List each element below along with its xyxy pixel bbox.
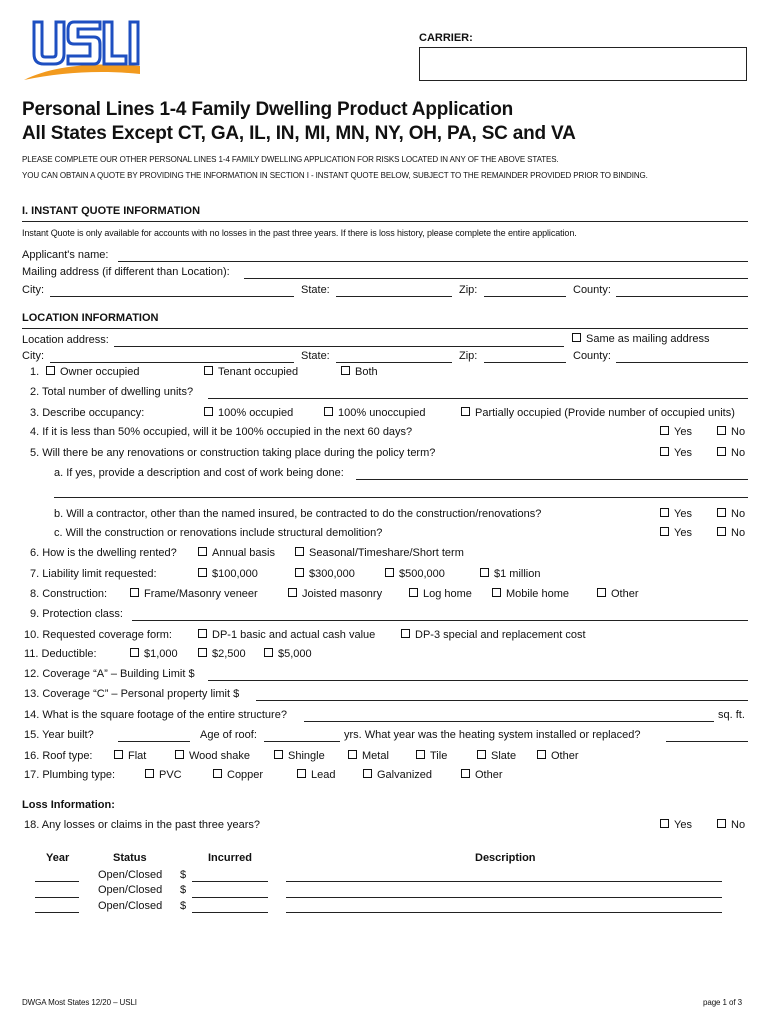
q5-no[interactable]: No <box>717 447 745 459</box>
q5b-label: b. Will a contractor, other than the named insured, be contracted to do the construction/renovations? <box>54 508 542 520</box>
checkbox-icon[interactable] <box>717 447 726 456</box>
city-label: City: <box>22 284 44 296</box>
loss-col-status: Status <box>113 852 147 864</box>
mailing-label: Mailing address (if different than Location): <box>22 266 230 278</box>
footer-left: DWGA Most States 12/20 – USLI <box>22 998 137 1007</box>
q1-number: 1. <box>30 366 40 378</box>
county-field[interactable] <box>616 296 748 297</box>
loss-description-field[interactable] <box>286 897 722 898</box>
q2-field[interactable] <box>208 398 748 399</box>
q7-100k[interactable]: $100,000 <box>198 568 258 580</box>
q15-year-field[interactable] <box>118 741 190 742</box>
loc-city-field[interactable] <box>50 362 294 363</box>
title-line1: Personal Lines 1-4 Family Dwelling Product Application <box>22 99 514 120</box>
title-line2: All States Except CT, GA, IL, IN, MI, MN, NY, OH, PA, SC and VA <box>22 123 576 144</box>
checkbox-icon[interactable] <box>213 769 222 778</box>
checkbox-icon[interactable] <box>717 426 726 435</box>
q16-shingle[interactable]: Shingle <box>274 750 325 762</box>
checkbox-icon[interactable] <box>717 508 726 517</box>
checkbox-icon[interactable] <box>572 333 581 342</box>
q18-yes[interactable]: Yes <box>660 819 692 831</box>
checkbox-icon[interactable] <box>204 407 213 416</box>
usli-logo-text: USLI <box>22 5 58 22</box>
q1-owner[interactable]: Owner occupied <box>46 366 140 378</box>
loss-description-field[interactable] <box>286 912 722 913</box>
q13-label: 13. Coverage “C” – Personal property limit $ <box>24 688 240 700</box>
checkbox-icon[interactable] <box>492 588 501 597</box>
q11-1000[interactable]: $1,000 <box>130 648 178 660</box>
checkbox-icon[interactable] <box>385 568 394 577</box>
checkbox-icon[interactable] <box>288 588 297 597</box>
q8-label: 8. Construction: <box>30 588 108 600</box>
county-label: County: <box>573 284 611 296</box>
location-address-label: Location address: <box>22 334 109 346</box>
checkbox-icon[interactable] <box>660 527 669 536</box>
q5a-label: a. If yes, provide a description and cost of work being done: <box>54 467 344 479</box>
checkbox-icon[interactable] <box>295 547 304 556</box>
checkbox-icon[interactable] <box>660 508 669 517</box>
loss-incurred-field[interactable] <box>192 897 268 898</box>
checkbox-icon[interactable] <box>416 750 425 759</box>
checkbox-icon[interactable] <box>175 750 184 759</box>
checkbox-icon[interactable] <box>198 568 207 577</box>
checkbox-icon[interactable] <box>409 588 418 597</box>
zip-field[interactable] <box>484 296 566 297</box>
checkbox-icon[interactable] <box>198 629 207 638</box>
q5a-field-1[interactable] <box>356 479 748 480</box>
q1-tenant[interactable]: Tenant occupied <box>204 366 298 378</box>
q4-label: 4. If it is less than 50% occupied, will it be 100% occupied in the next 60 days? <box>30 426 413 438</box>
q16-other[interactable]: Other <box>537 750 579 762</box>
q17-galvanized[interactable]: Galvanized <box>363 769 432 781</box>
checkbox-icon[interactable] <box>480 568 489 577</box>
q18-no[interactable]: No <box>717 819 745 831</box>
q8-joisted[interactable]: Joisted masonry <box>288 588 382 600</box>
loss-dollar: $ <box>180 884 187 896</box>
q10-dp3[interactable]: DP-3 special and replacement cost <box>401 629 586 641</box>
q5c-no[interactable]: No <box>717 527 745 539</box>
checkbox-icon[interactable] <box>130 648 139 657</box>
q12-label: 12. Coverage “A” – Building Limit $ <box>24 668 195 680</box>
q17-copper[interactable]: Copper <box>213 769 263 781</box>
q6-label: 6. How is the dwelling rented? <box>30 547 177 559</box>
q14-unit: sq. ft. <box>718 709 745 721</box>
section1-heading: I. INSTANT QUOTE INFORMATION <box>22 205 201 217</box>
q16-metal[interactable]: Metal <box>348 750 389 762</box>
q17-lead[interactable]: Lead <box>297 769 335 781</box>
checkbox-icon[interactable] <box>660 819 669 828</box>
q1-both[interactable]: Both <box>341 366 378 378</box>
q8-mobile[interactable]: Mobile home <box>492 588 569 600</box>
checkbox-icon[interactable] <box>401 629 410 638</box>
q5a-field-2[interactable] <box>54 497 748 498</box>
q10-label: 10. Requested coverage form: <box>24 629 172 641</box>
q16-tile[interactable]: Tile <box>416 750 447 762</box>
q7-1m[interactable]: $1 million <box>480 568 540 580</box>
q14-label: 14. What is the square footage of the entire structure? <box>24 709 287 721</box>
q3-partial[interactable]: Partially occupied (Provide number of occupied units) <box>461 407 735 419</box>
loss-col-incurred: Incurred <box>208 852 253 864</box>
checkbox-icon[interactable] <box>341 366 350 375</box>
q12-field[interactable] <box>208 680 748 681</box>
loc-city-label: City: <box>22 350 44 362</box>
checkbox-icon[interactable] <box>274 750 283 759</box>
checkbox-icon[interactable] <box>204 366 213 375</box>
checkbox-icon[interactable] <box>264 648 273 657</box>
checkbox-icon[interactable] <box>46 366 55 375</box>
loss-description-field[interactable] <box>286 881 722 882</box>
q11-5000[interactable]: $5,000 <box>264 648 312 660</box>
q6-seasonal[interactable]: Seasonal/Timeshare/Short term <box>295 547 464 559</box>
loss-dollar: $ <box>180 900 187 912</box>
q15-label: 15. Year built? <box>24 729 94 741</box>
checkbox-icon[interactable] <box>660 426 669 435</box>
loss-col-description: Description <box>475 852 536 864</box>
q3-unoccupied[interactable]: 100% unoccupied <box>324 407 425 419</box>
carrier-field[interactable] <box>419 47 747 81</box>
checkbox-icon[interactable] <box>297 769 306 778</box>
q14-field[interactable] <box>304 721 714 722</box>
q5b-no[interactable]: No <box>717 508 745 520</box>
checkbox-icon[interactable] <box>461 407 470 416</box>
q17-other[interactable]: Other <box>461 769 503 781</box>
q7-label: 7. Liability limit requested: <box>30 568 157 580</box>
loss-year-field[interactable] <box>35 881 79 882</box>
checkbox-icon[interactable] <box>114 750 123 759</box>
checkbox-icon[interactable] <box>130 588 139 597</box>
loss-dollar: $ <box>180 869 187 881</box>
checkbox-icon[interactable] <box>198 547 207 556</box>
applicant-label: Applicant's name: <box>22 249 109 261</box>
q10-dp1[interactable]: DP-1 basic and actual cash value <box>198 629 375 641</box>
loss-status: Open/Closed <box>98 900 163 912</box>
q8-other[interactable]: Other <box>597 588 639 600</box>
q17-label: 17. Plumbing type: <box>24 769 116 781</box>
q8-log[interactable]: Log home <box>409 588 472 600</box>
q9-field[interactable] <box>132 620 748 621</box>
q16-flat[interactable]: Flat <box>114 750 146 762</box>
checkbox-icon[interactable] <box>348 750 357 759</box>
location-address-field[interactable] <box>114 346 564 347</box>
checkbox-icon[interactable] <box>660 447 669 456</box>
checkbox-icon[interactable] <box>198 648 207 657</box>
loss-heading: Loss Information: <box>22 799 115 811</box>
loss-status: Open/Closed <box>98 869 163 881</box>
q11-2500[interactable]: $2,500 <box>198 648 246 660</box>
location-heading: LOCATION INFORMATION <box>22 312 159 324</box>
q11-label: 11. Deductible: <box>24 648 97 660</box>
q16-wood[interactable]: Wood shake <box>175 750 250 762</box>
zip-label: Zip: <box>459 284 478 296</box>
checkbox-icon[interactable] <box>295 568 304 577</box>
checkbox-icon[interactable] <box>477 750 486 759</box>
checkbox-icon[interactable] <box>363 769 372 778</box>
q17-pvc[interactable]: PVC <box>145 769 182 781</box>
loc-zip-label: Zip: <box>459 350 478 362</box>
loss-status: Open/Closed <box>98 884 163 896</box>
q16-slate[interactable]: Slate <box>477 750 516 762</box>
q16-label: 16. Roof type: <box>24 750 93 762</box>
q15-roof-field[interactable] <box>264 741 340 742</box>
q13-field[interactable] <box>256 700 748 701</box>
carrier-label: CARRIER: <box>419 32 473 44</box>
q6-annual[interactable]: Annual basis <box>198 547 275 559</box>
note-2: YOU CAN OBTAIN A QUOTE BY PROVIDING THE INFORMATION IN SECTION I - INSTANT QUOTE BELOW, SUBJECT TO THE REMAINDER PROVIDED PRIOR TO BINDING. <box>22 171 648 180</box>
checkbox-icon[interactable] <box>717 527 726 536</box>
checkbox-icon[interactable] <box>145 769 154 778</box>
usli-logo <box>22 5 142 82</box>
q5c-label: c. Will the construction or renovations include structural demolition? <box>54 527 383 539</box>
loss-year-field[interactable] <box>35 897 79 898</box>
loc-county-label: County: <box>573 350 611 362</box>
loc-zip-field[interactable] <box>484 362 566 363</box>
checkbox-icon[interactable] <box>717 819 726 828</box>
q15-roof-label: Age of roof: <box>200 729 257 741</box>
city-field[interactable] <box>50 296 294 297</box>
checkbox-icon[interactable] <box>324 407 333 416</box>
q5-label: 5. Will there be any renovations or construction taking place during the policy term? <box>30 447 436 459</box>
q4-no[interactable]: No <box>717 426 745 438</box>
q7-500k[interactable]: $500,000 <box>385 568 445 580</box>
loc-state-field[interactable] <box>336 362 452 363</box>
checkbox-icon[interactable] <box>461 769 470 778</box>
q18-label: 18. Any losses or claims in the past three years? <box>24 819 261 831</box>
loss-incurred-field[interactable] <box>192 881 268 882</box>
state-field[interactable] <box>336 296 452 297</box>
q3-occupied[interactable]: 100% occupied <box>204 407 293 419</box>
state-label: State: <box>301 284 330 296</box>
location-rule <box>22 328 748 329</box>
section1-intro: Instant Quote is only available for accounts with no losses in the past three years. If there is loss history, please complete the entire application. <box>22 228 577 238</box>
loc-county-field[interactable] <box>616 362 748 363</box>
loss-year-field[interactable] <box>35 912 79 913</box>
checkbox-icon[interactable] <box>597 588 606 597</box>
note-1: PLEASE COMPLETE OUR OTHER PERSONAL LINES 1-4 FAMILY DWELLING APPLICATION FOR RISKS LOCATED IN ANY OF THE ABOVE STATES. <box>22 155 559 164</box>
q8-frame[interactable]: Frame/Masonry veneer <box>130 588 258 600</box>
footer-right: page 1 of 3 <box>703 998 742 1007</box>
q4-yes[interactable]: Yes <box>660 426 692 438</box>
same-as-mailing[interactable]: Same as mailing address <box>572 333 710 345</box>
loss-incurred-field[interactable] <box>192 912 268 913</box>
q15-heating-label: yrs. What year was the heating system installed or replaced? <box>344 729 641 741</box>
q9-label: 9. Protection class: <box>30 608 123 620</box>
q3-label: 3. Describe occupancy: <box>30 407 145 419</box>
q2-label: 2. Total number of dwelling units? <box>30 386 194 398</box>
applicant-field[interactable] <box>118 261 748 262</box>
section1-rule <box>22 221 748 222</box>
loc-state-label: State: <box>301 350 330 362</box>
q15-heating-field[interactable] <box>666 741 748 742</box>
checkbox-icon[interactable] <box>537 750 546 759</box>
q5b-yes[interactable]: Yes <box>660 508 692 520</box>
q5c-yes[interactable]: Yes <box>660 527 692 539</box>
q7-300k[interactable]: $300,000 <box>295 568 355 580</box>
loss-col-year: Year <box>46 852 70 864</box>
mailing-field[interactable] <box>244 278 748 279</box>
q5-yes[interactable]: Yes <box>660 447 692 459</box>
